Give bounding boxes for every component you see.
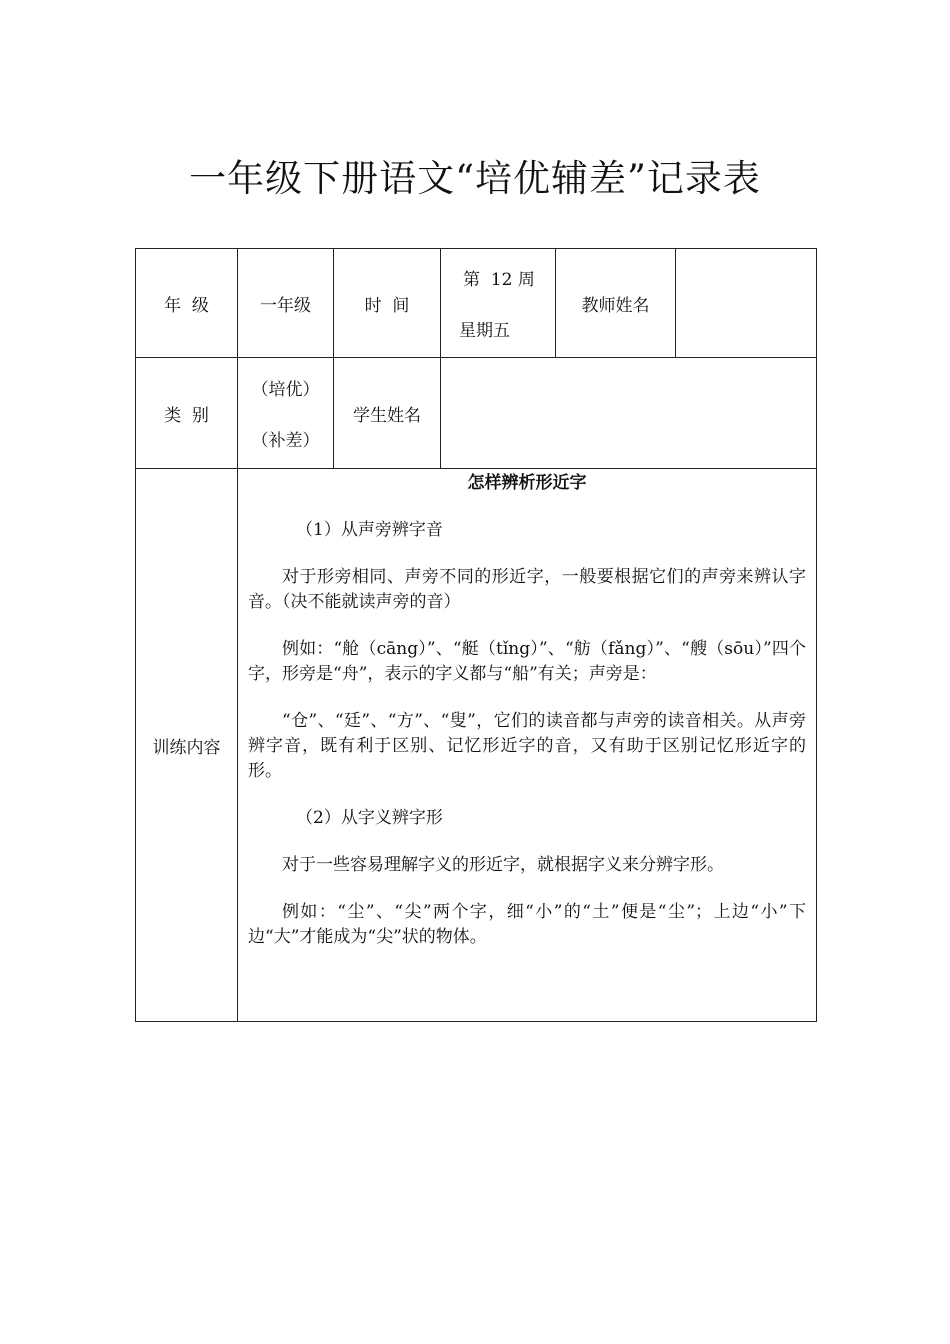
category-option-bucha: （补差） [251, 431, 320, 451]
grade-value: 一年级 [238, 249, 334, 358]
page-title: 一年级下册语文“培优辅差”记录表 [189, 157, 761, 200]
paragraph-5: 例如：“尘”、“尖”两个字，细“小”的“土”便是“尘”；上边“小”下边“大”才能成为“尖”状的物体。 [248, 902, 806, 947]
time-value [441, 249, 556, 358]
grade-label: 年 级 [136, 249, 238, 358]
student-label: 学生姓名 [334, 358, 441, 469]
training-content [238, 469, 816, 950]
teacher-value [676, 249, 817, 358]
paragraph-2: 例如：“舱（cāng）”、“艇（tǐng）”、“舫（fǎng）”、“艘（sōu）”四个字，形旁是“舟”，表示的字义都与“船”有关；声旁是： [248, 639, 806, 684]
category-label: 类 别 [136, 358, 238, 469]
paragraph-4: 对于一些容易理解字义的形近字，就根据字义来分辨字形。 [282, 855, 724, 875]
category-options [238, 358, 334, 469]
time-week: 第 12 周 [463, 270, 535, 290]
time-day: 星期五 [459, 321, 510, 341]
student-value [441, 358, 817, 469]
record-table [135, 248, 817, 1022]
teacher-label: 教师姓名 [556, 249, 676, 358]
table-row [136, 249, 817, 358]
content-cell [238, 469, 817, 1022]
paragraph-1: 对于形旁相同、声旁不同的形近字，一般要根据它们的声旁来辨认字音。（决不能就读声旁的音） [248, 567, 806, 612]
content-label: 训练内容 [136, 469, 238, 1022]
content-heading: 怎样辨析形近字 [467, 473, 587, 493]
section-heading-1: （1）从声旁辨字音 [296, 520, 443, 540]
category-option-peiyou: （培优） [251, 380, 320, 400]
table-row [136, 358, 817, 469]
table-row [136, 469, 817, 1022]
paragraph-3: “仓”、“廷”、“方”、“叟”，它们的读音都与声旁的读音相关。从声旁辨字音，既有利于区别、记忆形近字的音，又有助于区别记忆形近字的形。 [248, 711, 806, 781]
section-heading-2: （2）从字义辨字形 [296, 808, 443, 828]
time-label: 时 间 [334, 249, 441, 358]
